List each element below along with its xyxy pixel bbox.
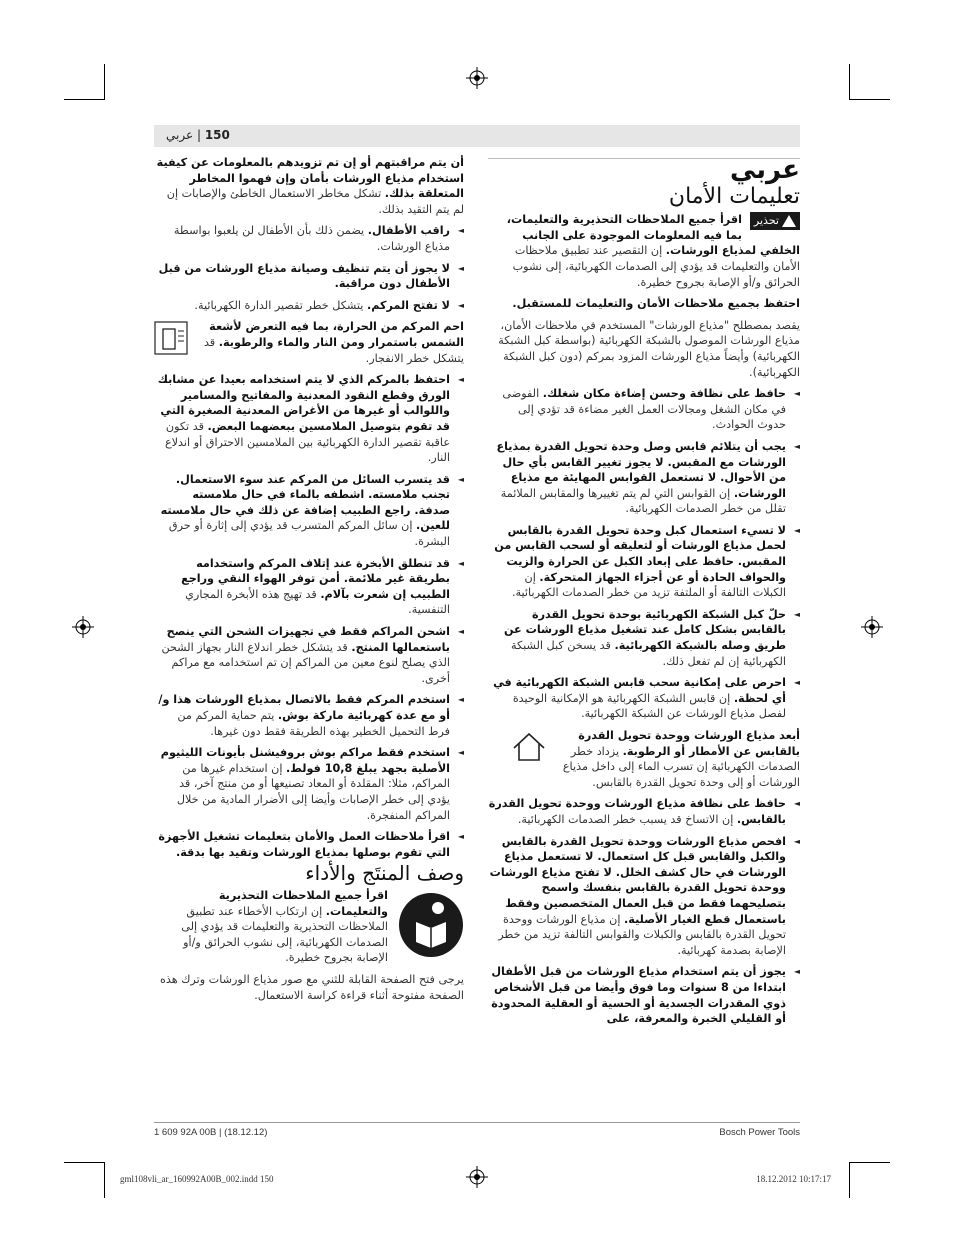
footer-brand: Bosch Power Tools (719, 1127, 800, 1138)
list-item: ◄ راقب الأطفال. يضمن ذلك بأن الأطفال لن يلعبوا بواسطة مذياع الورشات. (154, 223, 464, 254)
list-item: ◄ قد يتسرب السائل من المركم عند سوء الاستعمال. تجنب ملامسته. اشطفه بالماء في حال ملامسته صدفة. راجع الطبيب إضافة عن ذلك في حال ملامسته للعين. إن سائل المركم المتسرب قد يؤدي إلى إثارة أو حرق البشرة. (154, 472, 464, 550)
registration-mark-icon (861, 616, 883, 638)
list-item: ◄ اقرأ ملاحظات العمل والأمان بتعليمات تشغيل الأجهزة التي تقوم بوصلها بمذياع الورشات وتقيد بها بدقة. (154, 829, 464, 860)
left-column (154, 155, 464, 1009)
list-item: ◄ لا تسيء استعمال كبل وحدة تحويل القدرة بالقابس لحمل مذياع الورشات أو لتعليقه أو لسحب القابس من المقبس. حافظ على إبعاد الكبل عن الحرارة والزيت والحواف الحادة أو عن أجزاء الجهاز المتحركة. إن الكبلات التالفة أو الملتفة تزيد من خطر الصدمات الكهربائية. (488, 523, 800, 601)
registration-mark-icon (466, 67, 488, 89)
list-item: ◄ يجوز أن يتم استخدام مذياع الورشات من قبل الأطفال ابتداءا من 8 سنوات وما فوق وأيضا من قبل الأشخاص ذوي المقدرات الجسدية أو الحسية أو العقلية المحدودة أو القليلي الخبرة والمعرفة، على (488, 964, 800, 1026)
footer-doc-number: 1 609 92A 00B | (18.12.12) (154, 1127, 268, 1138)
crop-mark (64, 99, 104, 100)
crop-mark (850, 99, 890, 100)
list-item: ◄ احرص على إمكانية سحب قابس الشبكة الكهربائية في أي لحظة. إن قابس الشبكة الكهربائية هو الإمكانية الوحيدة لفصل مذياع الورشات عن الشبكة الكهربائية. (488, 675, 800, 722)
sun-paragraph: احم المركم من الحرارة، بما فيه التعرض لأشعة الشمس باستمرار ومن النار والماء والرطوبة. قد يتشكل خطر الانفجار. (154, 319, 464, 366)
list-item: ◄ استخدم فقط مراكم بوش بروفيشنل بأيونات الليثيوم الأصلية بجهد يبلغ 10,8 فولط. إن استخدام غيرها من المراكم، مثلا: المقلدة أو المعاد تصنيعها أو من منتج آخر، قد يؤدي إلى خطر الإصابات وأيضا إلى الأضرار المادية من خلال المراكم المنفجرة. (154, 745, 464, 823)
crop-mark (849, 1162, 850, 1198)
list-item: ◄ اشحن المراكم فقط في تجهيزات الشحن التي ينصح باستعمالها المنتج. قد يتشكل خطر اندلاع النار بجهاز الشحن الذي يصلح لنوع معين من المراكم إن تم استخدامه مع مراكم أخرى. (154, 624, 464, 686)
slug-filename: gml108vli_ar_160992A00B_002.indd 150 (120, 1174, 274, 1184)
list-item: ◄ يجب أن يتلائم قابس وصل وحدة تحويل القدرة بمذياع الورشات مع المقبس. لا يجوز تغيير القابس بأي حال من الأحوال. لا تستعمل القوابس المهايئة مع مذياع الورشات. إن القوابس التي لم يتم تغييرها والمقابس الملائمة تقلل من خطر الصدمات الكهربائية. (488, 439, 800, 517)
house-paragraph: أبعد مذياع الورشات ووحدة تحويل القدرة بالقابس عن الأمطار أو الرطوبة. يزداد خطر الصدمات الكهربائية إن تسرب الماء إلى داخل مذياع الورشات أو إلى وحدة تحويل القدرة بالقابس. (508, 728, 800, 790)
warning-paragraph: تحذير اقرأ جميع الملاحظات التحذيرية والتعليمات، بما فيه المعلومات الموجودة على الجانب الخلفي لمذياع الورشات. إن التقصير عند تطبيق ملاحظات الأمان والتعليمات قد يؤدي إلى الصدمات الكهربائية، إلى نشوب الحرائق و/أو الإصابة بجروح خطيرة. (506, 213, 800, 289)
list-item: ◄ استخدم المركم فقط بالاتصال بمذياع الورشات هذا و/أو مع عدة كهربائية ماركة بوش. يتم حماية المركم من فرط التحميل الخطير بهذه الطريقة فقط دون غيرها. (154, 692, 464, 739)
read-manual-paragraph: اقرأ جميع الملاحظات التحذيرية والتعليمات. إن ارتكاب الأخطاء عند تطبيق الملاحظات التحذيرية والتعليمات قد يؤدي إلى الصدمات الكهربائية، إلى نشوب الحرائق و/أو الإصابة بجروح خطيرة. (154, 888, 464, 966)
list-item: ◄ حلّ كبل الشبكة الكهربائية بوحدة تحويل القدرة بالقابس بشكل كامل عند تشغيل مذياع الورشات عن طريق وصله بالشبكة الكهربائية. قد يسخن كبل الشبكة الكهربائية إن لم تفعل ذلك. (488, 607, 800, 669)
crop-mark (64, 1162, 104, 1163)
page-language: عربي (166, 128, 194, 142)
warning-badge: تحذير (750, 212, 800, 230)
page-header: 150 | عربي (166, 128, 230, 142)
right-column (488, 155, 800, 1033)
term-definition: يقصد بمصطلح "مذياع الورشات" المستخدم في ملاحظات الأمان، مذياع الورشات الموصول بالشبكة الكهربائية (بواسطة كبل الشبكة الكهربائية) وأيضاً مذياع الورشات المزود بمركم (دون كبل الشبكة الكهربائية). (498, 318, 800, 379)
language-title: عربي (729, 155, 800, 185)
list-item: ◄ لا تفتح المركم. يتشكل خطر تقصير الدارة الكهربائية. (154, 298, 464, 314)
fold-out-note: يرجى فتح الصفحة القابلة للثني مع صور مذياع الورشات وترك هذه الصفحة مفتوحة أثناء قراءة كراسة الاستعمال. (160, 972, 464, 1002)
header-bar (154, 125, 800, 147)
footer-divider (154, 1122, 800, 1123)
crop-mark (104, 64, 105, 100)
page-number: 150 (204, 128, 230, 142)
continued-paragraph: أن يتم مراقبتهم أو إن تم تزويدهم بالمعلومات عن كيفية استخدام مذياع الورشات بأمان وإن فهموا المخاطر المتعلقة بذلك. تشكل مخاطر الاستعمال الخاطئ والإصابات إن لم يتم التقيد بذلك. (156, 156, 464, 216)
house-icon (512, 732, 546, 762)
list-item: ◄ حافظ على نظافة وحسن إضاءة مكان شغلك. الفوضى في مكان الشغل ومجالات العمل الغير مضاءة قد تؤدي إلى حدوث الحوادث. (488, 386, 800, 433)
crop-mark (104, 1162, 105, 1198)
keep-instructions: احتفظ بجميع ملاحظات الأمان والتعليمات للمستقبل. (512, 297, 800, 311)
list-item: ◄ قد تنطلق الأبخرة عند إتلاف المركم واستخدامه بطريقة غير ملائمة. أمن توفر الهواء النقي وراجع الطبيب إن شعرت بآلام. قد تهيج هذه الأبخرة المجاري التنفسية. (154, 556, 464, 618)
crop-mark (850, 1162, 890, 1163)
warning-triangle-icon (782, 215, 796, 227)
section-title-product: وصف المنتَج والأداء (305, 861, 464, 886)
slug-timestamp: 18.12.2012 10:17:17 (756, 1174, 831, 1184)
list-item: ◄ لا يجوز أن يتم تنظيف وصيانة مذياع الورشات من قبل الأطفال دون مراقبة. (154, 261, 464, 292)
section-title-safety: تعليمات الأمان (668, 183, 800, 209)
crop-mark (849, 64, 850, 100)
list-item: ◄ افحص مذياع الورشات ووحدة تحويل القدرة بالقابس والكبل والقابس قبل كل استعمال. لا تستعمل مذياع الورشات في حال كشف الخلل. لا تفتح مذياع الورشات ووحدة تحويل القدرة بالقابس بنفسك واسمح بتصليحهما فقط من قبل العمال المتخصصين وفقط باستعمال قطع الغيار الأصلية. إن مذياع الورشات ووحدة تحويل القدرة بالقابس والكبلات والقوابس التالفة تزيد من خطر الإصابة بصدمة كهربائية. (488, 834, 800, 959)
battery-heat-icon (154, 321, 188, 355)
registration-mark-icon (72, 616, 94, 638)
read-manual-icon (398, 892, 464, 958)
list-item: ◄ احتفظ بالمركم الذي لا يتم استخدامه بعيدا عن مشابك الورق وقطع النقود المعدنية والمفاتيح والمسامير واللوالب أو غيرها من الأغراض المعدنية الصغيرة التي قد تقوم بتوصيل الملامسين ببعضهما البعض. قد تكون عاقبة تقصير الدارة الكهربائية بين الملامسين الاحتراق أو اندلاع النار. (154, 372, 464, 466)
list-item: ◄ حافظ على نظافة مذياع الورشات ووحدة تحويل القدرة بالقابس. إن الاتساخ قد يسبب خطر الصدمات الكهربائية. (488, 796, 800, 827)
registration-mark-icon (466, 1166, 488, 1188)
